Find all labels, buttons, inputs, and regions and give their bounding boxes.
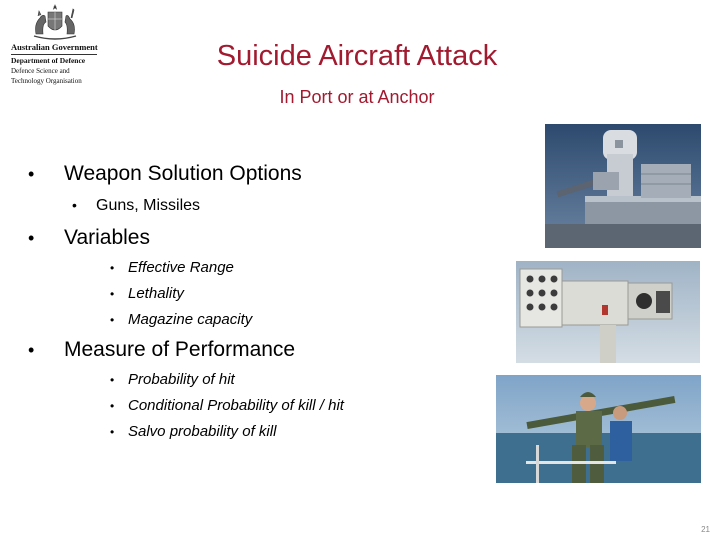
bullet-measure-of-performance bbox=[28, 338, 295, 362]
bullet-dot: • bbox=[110, 287, 115, 301]
sub-bullet-text: Lethality bbox=[128, 285, 184, 302]
logo-dsto-text-2: Technology Organisation bbox=[11, 77, 82, 85]
bullet-dot: • bbox=[110, 399, 115, 413]
sub-bullet-text: Probability of hit bbox=[128, 371, 235, 388]
sub-bullet-text: Salvo probability of kill bbox=[128, 423, 277, 440]
bullet-dot: • bbox=[28, 340, 35, 360]
sub-bullet-text: Magazine capacity bbox=[128, 311, 253, 328]
bullet-dot: • bbox=[110, 261, 115, 275]
sub-bullet-lethality bbox=[110, 285, 184, 302]
bullet-dot: • bbox=[110, 313, 115, 327]
bullet-dot: • bbox=[110, 373, 115, 387]
slide-subtitle: In Port or at Anchor bbox=[279, 87, 435, 107]
page-number: 21 bbox=[701, 525, 710, 534]
slide-title: Suicide Aircraft Attack bbox=[216, 40, 498, 72]
sub-bullet-conditional-probability bbox=[110, 397, 344, 414]
bullet-text: Measure of Performance bbox=[64, 338, 296, 361]
bullet-dot: • bbox=[72, 197, 77, 213]
logo-dsto-text-1: Defence Science and bbox=[11, 67, 70, 75]
manpads-soldier-photo bbox=[496, 375, 701, 483]
sub-bullet-text: Conditional Probability of kill / hit bbox=[128, 397, 344, 414]
missile-launcher-photo bbox=[516, 261, 700, 363]
bullet-text: Weapon Solution Options bbox=[64, 162, 302, 185]
bullet-weapon-solution-options bbox=[28, 162, 302, 186]
bullet-dot: • bbox=[28, 164, 35, 184]
bullet-dot: • bbox=[110, 425, 115, 439]
sub-bullet-effective-range bbox=[110, 259, 234, 276]
logo-government-text: Australian Government bbox=[11, 42, 98, 52]
bullet-text: Variables bbox=[64, 226, 150, 249]
bullet-variables bbox=[28, 226, 150, 250]
sub-bullet-guns-missiles bbox=[72, 197, 200, 215]
logo-department-text: Department of Defence bbox=[11, 56, 86, 65]
sub-bullet-text: Effective Range bbox=[128, 259, 234, 276]
sub-bullet-text: Guns, Missiles bbox=[96, 197, 201, 214]
sub-bullet-salvo-probability bbox=[110, 423, 276, 440]
coat-of-arms-icon bbox=[30, 4, 80, 42]
ciws-gun-photo bbox=[545, 124, 701, 248]
sub-bullet-probability-of-hit bbox=[110, 371, 235, 388]
sub-bullet-magazine-capacity bbox=[110, 311, 252, 328]
bullet-dot: • bbox=[28, 228, 35, 248]
